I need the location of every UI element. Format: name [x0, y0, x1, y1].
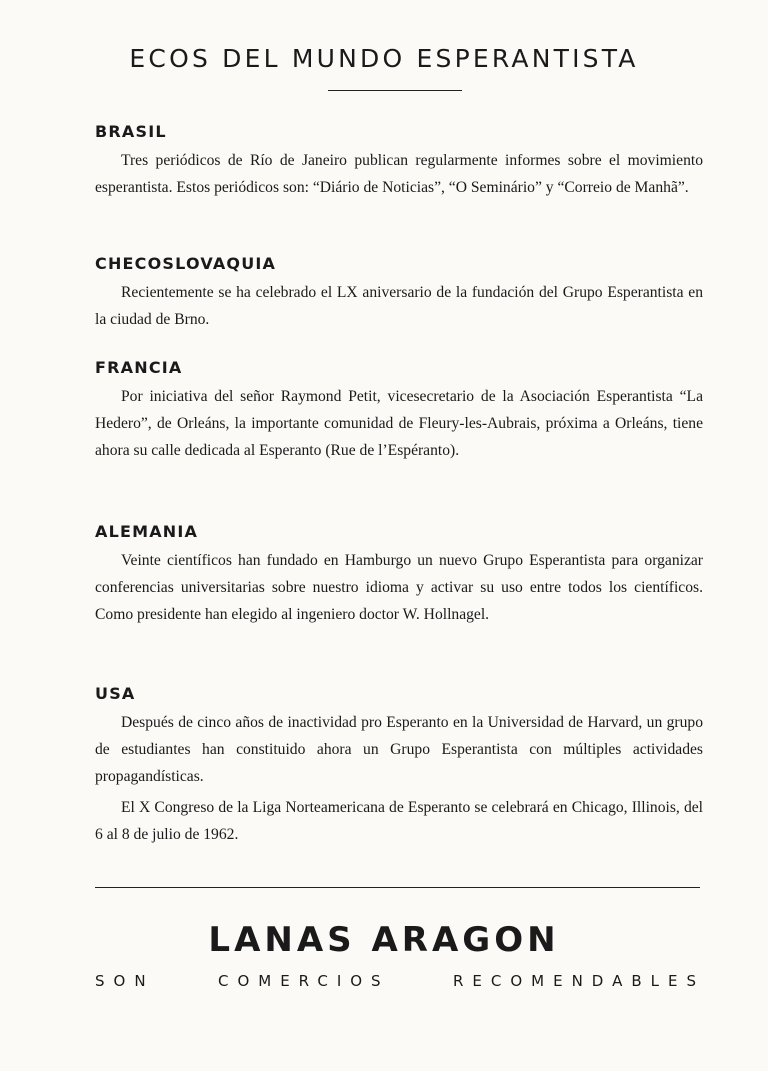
section-checoslovaquia — [95, 254, 703, 333]
brand-logo: LANAS ARAGON — [208, 920, 560, 960]
title-divider — [328, 90, 462, 91]
section-usa — [95, 684, 703, 848]
tagline-word: COMERCIOS — [217, 972, 390, 990]
section-heading: ALEMANIA — [95, 522, 199, 541]
section-paragraph: Después de cinco años de inactividad pro Esperanto en la Universidad de Harvard, un grupo de estudiantes han constituido ahora un Grupo Esperantista con múltiples actividades propagandísticas. — [95, 714, 703, 785]
tagline — [95, 972, 705, 990]
section-heading: CHECOSLOVAQUIA — [95, 254, 277, 273]
section-paragraph: Tres periódicos de Río de Janeiro publican regularmente informes sobre el movimiento esperantista. Estos periódicos son: “Diário de Noticias”, “O Seminário” y “Correio de Manhã”. — [95, 152, 703, 196]
section-paragraph: Veinte científicos han fundado en Hamburgo un nuevo Grupo Esperantista para organizar conferencias universitarias sobre nuestro idioma y activar su uso entre todos los científicos. Como presidente han elegido al ingeniero doctor W. Hollnagel. — [95, 552, 703, 623]
page-title: ECOS DEL MUNDO ESPERANTISTA — [129, 44, 639, 73]
tagline-word: RECOMENDABLES — [452, 972, 705, 990]
section-paragraph: Recientemente se ha celebrado el LX aniversario de la fundación del Grupo Esperantista en la ciudad de Brno. — [95, 284, 703, 328]
footer-divider — [95, 887, 700, 888]
section-francia — [95, 358, 703, 464]
section-paragraph: Por iniciativa del señor Raymond Petit, vicesecretario de la Asociación Esperantista “La Hedero”, de Orleáns, la importante comunidad de Fleury-les-Aubrais, próxima a Orleáns, tiene ahora su calle dedicada al Esperanto (Rue de l’Espéranto). — [95, 388, 703, 459]
section-heading: FRANCIA — [95, 358, 183, 377]
section-brasil — [95, 122, 703, 201]
section-heading: BRASIL — [95, 122, 167, 141]
section-alemania — [95, 522, 703, 628]
section-heading: USA — [95, 684, 136, 703]
tagline-word: SON — [95, 972, 155, 990]
section-paragraph: El X Congreso de la Liga Norteamericana de Esperanto se celebrará en Chicago, Illinois, del 6 al 8 de julio de 1962. — [95, 799, 703, 843]
